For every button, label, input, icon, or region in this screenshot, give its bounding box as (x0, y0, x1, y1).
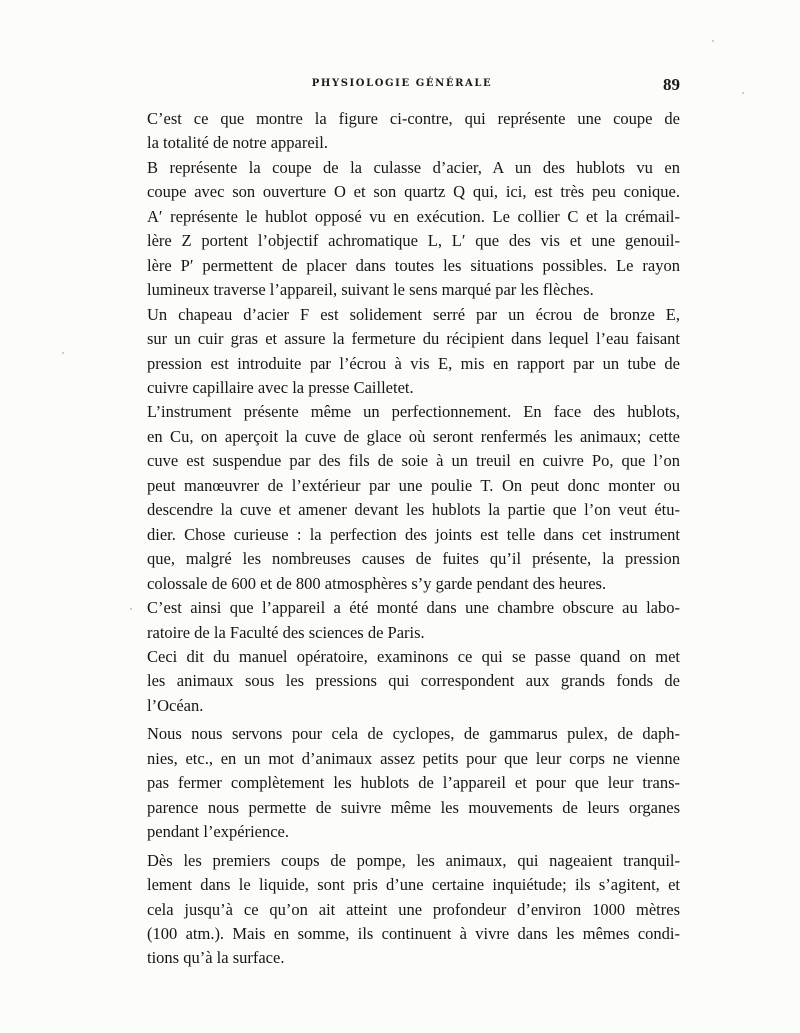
paragraph-5 (123, 596, 680, 645)
paragraph-4 (123, 400, 680, 596)
text-line: coupe avec son ouverture O et son quartz Q qui, ici, est très peu conique. (147, 182, 680, 202)
text-line: pression est introduite par l’écrou à vis E, mis en rapport par un tube de (147, 353, 680, 373)
text-line: Un chapeau d’acier F est solidement serré par un écrou de bronze E, (147, 304, 680, 324)
page-number: 89 (663, 75, 680, 94)
text-line: Ceci dit du manuel opératoire, examinons ce qui se passe quand on met (147, 646, 680, 666)
text-line: l’Océan. (147, 695, 204, 715)
text-line: pendant l’expérience. (147, 822, 290, 842)
text-line: nies, etc., en un mot d’animaux assez petits pour que leur corps ne vienne (147, 748, 680, 768)
text-line: lère P′ permettent de placer dans toutes les situations possibles. Le rayon (147, 255, 680, 275)
paragraph-8 (123, 849, 680, 971)
paper-speck (712, 40, 714, 42)
text-line: lumineux traverse l’appareil, suivant le sens marqué par les flèches. (147, 280, 594, 300)
text-line: sur un cuir gras et assure la fermeture du récipient dans lequel l’eau faisant (147, 329, 680, 349)
text-line: A′ représente le hublot opposé vu en exécution. Le collier C et la crémail- (147, 206, 680, 226)
paper-speck (62, 352, 64, 354)
text-line: cela jusqu’à ce qu’on ait atteint une profondeur d’environ 1000 mètres (147, 899, 680, 919)
text-line: lère Z portent l’objectif achromatique L, L′ que des vis et une genouil- (147, 231, 680, 251)
text-line: Nous nous servons pour cela de cyclopes, de gammarus pulex, de daph- (147, 724, 680, 744)
paper-speck (130, 608, 132, 610)
text-line: parence nous permette de suivre même les mouvements de leurs organes (147, 797, 680, 817)
running-title: PHYSIOLOGIE GÉNÉRALE (311, 78, 493, 89)
running-head (124, 75, 680, 98)
text-line: en Cu, on aperçoit la cuve de glace où seront renfermés les animaux; cette (147, 426, 680, 446)
text-line: pas fermer complètement les hublots de l’appareil et pour que leur trans- (147, 773, 680, 793)
paragraph-3 (123, 303, 680, 401)
text-line: B représente la coupe de la culasse d’acier, A un des hublots vu en (147, 157, 680, 177)
text-line: la totalité de notre appareil. (147, 133, 328, 153)
text-line: tions qu’à la surface. (147, 948, 285, 968)
text-line: dier. Chose curieuse : la perfection des joints est telle dans cet instrument (147, 524, 680, 544)
text-line: (100 atm.). Mais en somme, ils continuent à vivre dans les mêmes condi- (147, 923, 680, 943)
text-line: lement dans le liquide, sont pris d’une certaine inquiétude; ils s’agitent, et (147, 875, 680, 895)
paragraph-1 (123, 107, 680, 156)
text-line: descendre la cuve et amener devant les hublots la partie que l’on veut étu- (147, 500, 680, 520)
body-text (123, 107, 680, 971)
paragraph-6 (123, 645, 680, 718)
text-line: C’est ce que montre la figure ci-contre, qui représente une coupe de (147, 109, 680, 128)
paper-speck (742, 92, 744, 94)
text-line: que, malgré les nombreuses causes de fuites qu’il présente, la pression (147, 549, 680, 569)
text-line: cuivre capillaire avec la presse Cailletet. (147, 377, 414, 397)
text-line: colossale de 600 et de 800 atmosphères s’y garde pendant des heures. (147, 573, 607, 593)
text-line: les animaux sous les pressions qui correspondent aux grands fonds de (147, 671, 680, 691)
text-line: peut manœuvrer de l’extérieur par une poulie T. On peut donc monter ou (147, 475, 680, 495)
paragraph-7 (123, 722, 680, 844)
text-line: C’est ainsi que l’appareil a été monté dans une chambre obscure au labo- (147, 598, 680, 618)
text-line: L’instrument présente même un perfectionnement. En face des hublots, (147, 402, 680, 422)
paragraph-2 (123, 156, 680, 303)
text-line: ratoire de la Faculté des sciences de Paris. (147, 622, 425, 642)
text-line: cuve est suspendue par des fils de soie à un treuil en cuivre Po, que l’on (147, 451, 680, 471)
text-line: Dès les premiers coups de pompe, les animaux, qui nageaient tranquil- (147, 850, 680, 870)
